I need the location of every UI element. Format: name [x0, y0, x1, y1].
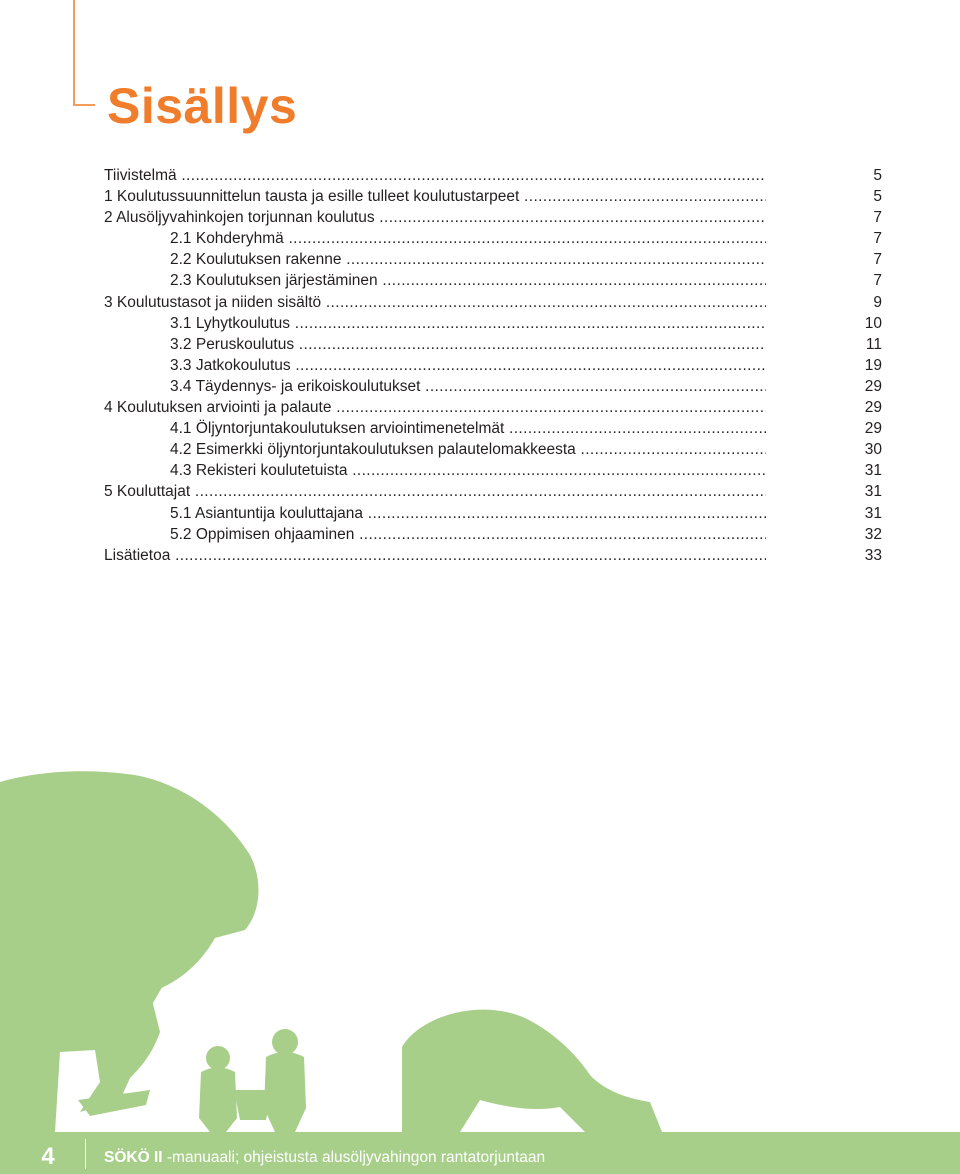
toc-row	[104, 460, 884, 481]
toc-row	[104, 397, 884, 418]
toc-entry-page: 11	[865, 335, 882, 353]
footer-title-bold: SÖKÖ II	[104, 1149, 163, 1166]
toc-entry-page: 29	[864, 377, 882, 395]
toc-entry-page: 29	[864, 420, 882, 438]
table-of-contents	[104, 165, 884, 566]
toc-entry-page: 5	[873, 188, 882, 206]
toc-row	[104, 481, 884, 502]
toc-entry-label: 3.4 Täydennys- ja erikoiskoulutukset .....	[170, 376, 766, 397]
corner-line-horizontal	[73, 104, 95, 106]
toc-entry-page: 7	[873, 272, 882, 290]
toc-entry-page: 10	[864, 314, 882, 332]
toc-row	[104, 503, 884, 524]
toc-row	[104, 545, 884, 566]
toc-entry-label: 2.3 Koulutuksen järjestäminen .....	[170, 270, 766, 291]
workers-silhouette-image	[0, 760, 960, 1132]
toc-entry-label: Tiivistelmä .....	[104, 165, 766, 186]
toc-entry-page: 7	[873, 209, 882, 227]
toc-entry-label: 3.2 Peruskoulutus .....	[170, 334, 766, 355]
toc-row	[104, 439, 884, 460]
corner-line-vertical	[73, 0, 75, 106]
toc-row	[104, 249, 884, 270]
toc-entry-label: 5.1 Asiantuntija kouluttajana .....	[170, 503, 766, 524]
toc-entry-page: 7	[873, 251, 882, 269]
toc-entry-page: 32	[864, 525, 882, 543]
footer-divider	[85, 1139, 86, 1169]
toc-entry-page: 31	[864, 483, 882, 501]
toc-entry-label: 5.2 Oppimisen ohjaaminen .....	[170, 524, 766, 545]
toc-row	[104, 165, 884, 186]
toc-row	[104, 355, 884, 376]
toc-entry-label: 3.1 Lyhytkoulutus .....	[170, 313, 766, 334]
toc-entry-page: 9	[873, 293, 882, 311]
toc-entry-label: 3.3 Jatkokoulutus .....	[170, 355, 766, 376]
toc-entry-page: 29	[864, 399, 882, 417]
toc-entry-page: 5	[873, 167, 882, 184]
toc-row	[104, 524, 884, 545]
toc-row	[104, 376, 884, 397]
toc-row	[104, 186, 884, 207]
page-title: Sisällys	[107, 78, 298, 134]
toc-entry-page: 31	[864, 462, 882, 480]
toc-entry-label: 4 Koulutuksen arviointi ja palaute .....	[104, 397, 766, 418]
toc-entry-label: 4.3 Rekisteri koulutetuista .....	[170, 460, 766, 481]
toc-entry-page: 33	[864, 546, 882, 564]
toc-entry-label: 2.2 Koulutuksen rakenne .....	[170, 249, 766, 270]
toc-entry-label: 4.1 Öljyntorjuntakoulutuksen arviointimenetelmät .....	[170, 418, 766, 439]
toc-entry-label: 2 Alusöljyvahinkojen torjunnan koulutus .....	[104, 207, 766, 228]
page-number: 4	[41, 1143, 55, 1170]
toc-entry-label: 2.1 Kohderyhmä .....	[170, 228, 766, 249]
toc-row	[104, 334, 884, 355]
footer-title-rest: -manuaali; ohjeistusta alusöljyvahingon rantatorjuntaan	[162, 1149, 546, 1166]
toc-entry-label: 5 Kouluttajat .....	[104, 481, 766, 502]
toc-entry-label: 3 Koulutustasot ja niiden sisältö .....	[104, 292, 766, 313]
toc-row	[104, 270, 884, 291]
toc-row	[104, 207, 884, 228]
toc-entry-label: Lisätietoa .....	[104, 545, 766, 566]
toc-row	[104, 418, 884, 439]
toc-row	[104, 313, 884, 334]
toc-entry-label: 1 Koulutussuunnittelun tausta ja esille tulleet koulutustarpeet .....	[104, 186, 766, 207]
toc-entry-page: 31	[864, 504, 882, 522]
toc-row	[104, 292, 884, 313]
toc-entry-page: 7	[873, 230, 882, 248]
footer-title	[104, 1148, 545, 1168]
toc-row	[104, 228, 884, 249]
toc-entry-page: 30	[864, 441, 882, 459]
toc-entry-page: 19	[864, 356, 882, 374]
toc-entry-label: 4.2 Esimerkki öljyntorjuntakoulutuksen palautelomakkeesta .....	[170, 439, 766, 460]
